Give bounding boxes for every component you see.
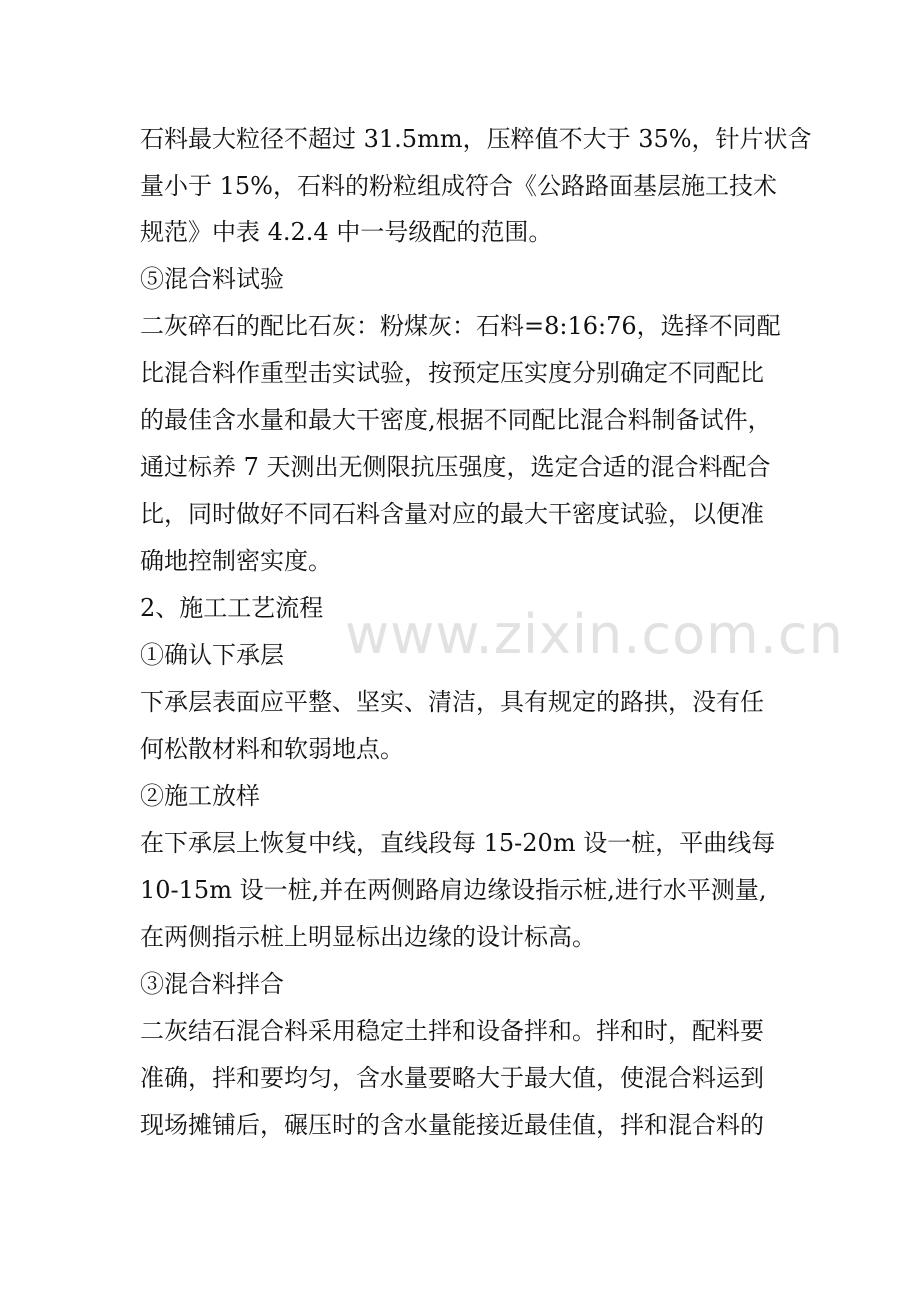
- text-line: 比混合料作重型击实试验，按预定压实度分别确定不同配比: [140, 359, 764, 387]
- text-line: 石料最大粒径不超过 31.5mm，压粹值不大于 35%，针片状含: [140, 125, 812, 153]
- watermark: www.zixin.com.cn: [345, 603, 844, 666]
- text-line: 在两侧指示桩上明显标出边缘的设计标高。: [140, 923, 596, 951]
- text-line: 现场摊铺后，碾压时的含水量能接近最佳值，拌和混合料的: [140, 1111, 764, 1139]
- text-line: 规范》中表 4.2.4 中一号级配的范围。: [140, 218, 553, 246]
- text-line: 量小于 15%，石料的粉粒组成符合《公路路面基层施工技术: [140, 172, 777, 200]
- text-line: 在下承层上恢复中线，直线段每 15-20m 设一桩，平曲线每: [140, 829, 776, 857]
- text-line: 何松散材料和软弱地点。: [140, 735, 404, 763]
- section-heading: 2、施工工艺流程: [140, 594, 324, 622]
- text-line: 通过标养 7 天测出无侧限抗压强度，选定合适的混合料配合: [140, 453, 771, 481]
- section-heading: ⑤混合料试验: [140, 265, 284, 293]
- text-line: 比，同时做好不同石料含量对应的最大干密度试验，以便准: [140, 500, 764, 528]
- text-line: 10-15m 设一桩,并在两侧路肩边缘设指示桩,进行水平测量,: [140, 876, 767, 904]
- text-line: 二灰碎石的配比石灰：粉煤灰：石料=8:16:76，选择不同配: [140, 312, 781, 340]
- section-heading: ③混合料拌合: [140, 970, 284, 998]
- text-line: 二灰结石混合料采用稳定土拌和设备拌和。拌和时，配料要: [140, 1017, 764, 1045]
- text-line: 准确，拌和要均匀，含水量要略大于最大值，使混合料运到: [140, 1064, 764, 1092]
- section-heading: ②施工放样: [140, 782, 260, 810]
- text-line: 下承层表面应平整、坚实、清洁，具有规定的路拱，没有任: [140, 688, 764, 716]
- text-line: 确地控制密实度。: [140, 547, 332, 575]
- section-heading: ①确认下承层: [140, 641, 284, 669]
- text-line: 的最佳含水量和最大干密度,根据不同配比混合料制备试件，: [140, 406, 772, 434]
